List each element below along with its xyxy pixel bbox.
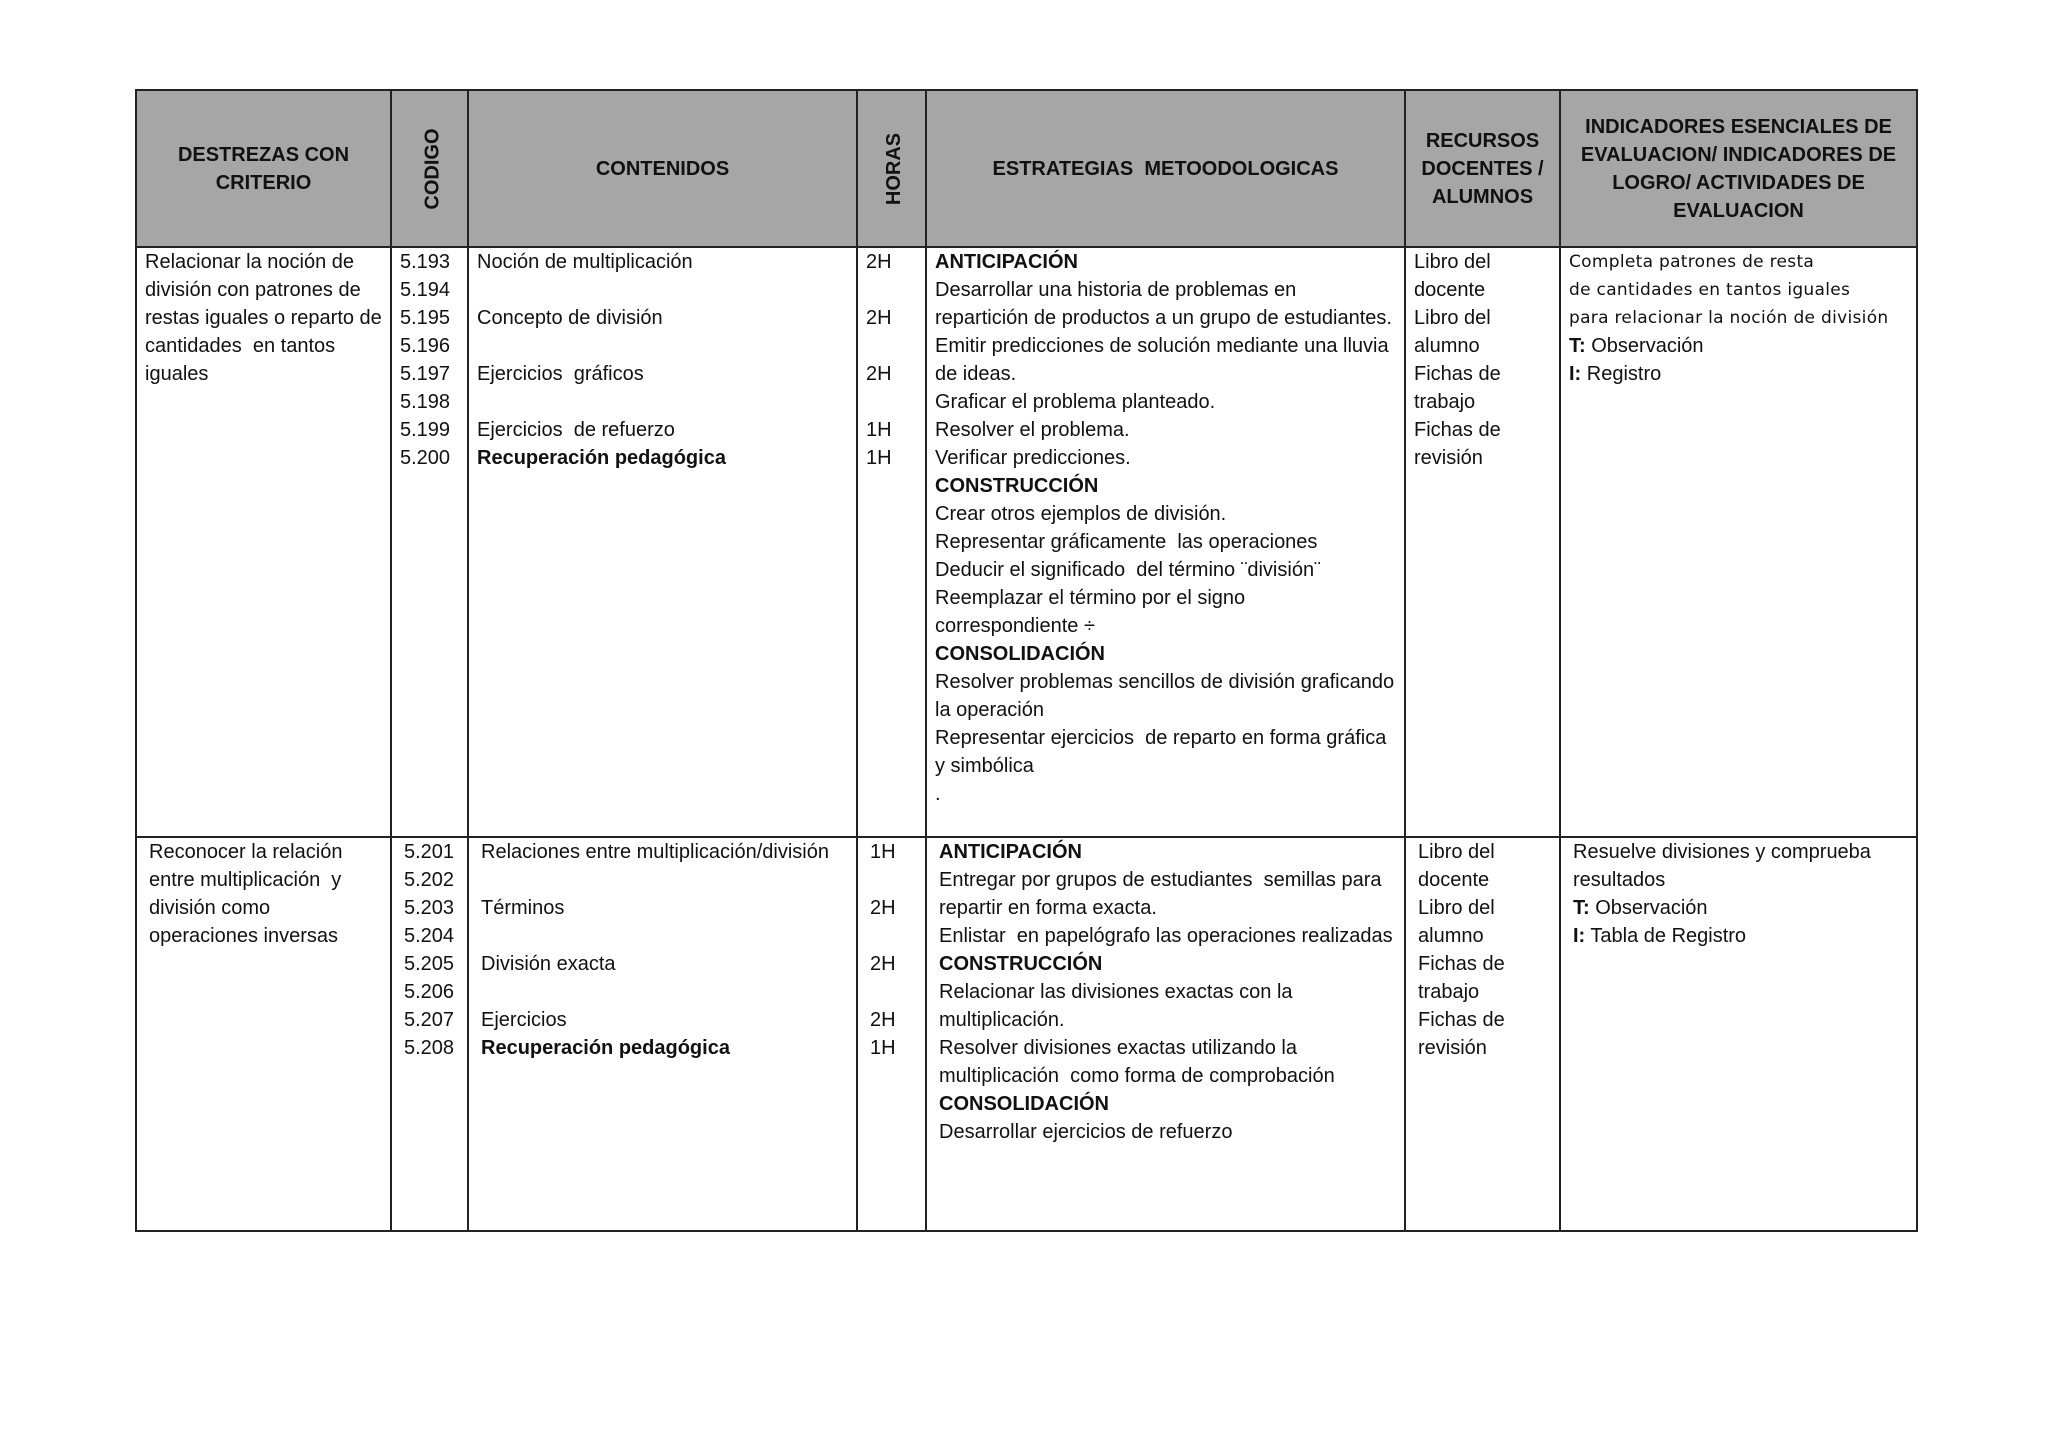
cell-line: multiplicación como forma de comprobación [939,1065,1335,1087]
cell-line: de cantidades en tantos iguales [1569,280,1851,300]
cell-line: operaciones inversas [149,925,338,947]
cell-line: Libro del [1414,307,1491,329]
indicadores-cell: Resuelve divisiones y comprueba resultados T: Observación I: Tabla de Registro [1560,837,1917,1231]
cell-line: Desarrollar ejercicios de refuerzo [939,1121,1233,1143]
cell-line: trabajo [1418,981,1480,1003]
cell-line: Libro del [1418,897,1495,919]
cell-line: para relacionar la noción de división [1569,308,1889,328]
recursos-cell [1405,837,1560,1231]
cell-line: y simbólica [935,755,1034,777]
cell-line: Concepto de división [477,307,663,329]
cell-line: Resolver divisiones exactas utilizando la [939,1037,1297,1059]
cell-line: 2H [866,251,892,273]
cell-line: Relacionar la noción de [145,251,355,273]
cell-line: Reemplazar el término por el signo [935,587,1246,609]
cell-line: Recuperación pedagógica [477,447,726,469]
planning-table [135,89,1918,1232]
indicadores-cell: Completa patrones de resta de cantidades en tantos iguales para relacionar la noción de división T: Observación I: Registro [1560,247,1917,837]
header-recursos: RECURSOS DOCENTES / ALUMNOS [1405,90,1560,247]
cell-line: 1H [870,841,896,863]
cell-line: Resolver el problema. [935,419,1130,441]
cell-line: 2H [870,897,896,919]
cell-line [481,978,850,1006]
cell-line: 5.206 [404,981,455,1003]
contenidos-cell [468,837,857,1231]
cell-line [481,866,850,894]
header-horas: HORAS [857,90,926,247]
cell-line: 5.193 [400,251,451,273]
header-row [136,90,1917,247]
cell-line: restas iguales o reparto de [145,307,382,329]
cell-line: de ideas. [935,363,1017,385]
cell-line: 5.208 [404,1037,455,1059]
cell-line: Términos [481,897,565,919]
cell-line: 2H [870,1009,896,1031]
cell-line: 2H [870,953,896,975]
cell-line [866,332,919,360]
cell-line: Emitir predicciones de solución mediante una lluvia [935,335,1389,357]
cell-line: entre multiplicación y [149,869,342,891]
cell-line: repartir en forma exacta. [939,897,1157,919]
cell-line: Representar gráficamente las operaciones [935,531,1318,553]
cell-line [477,388,850,416]
cell-line: 5.195 [400,307,451,329]
cell-line: CONSOLIDACIÓN [935,643,1105,665]
header-destrezas: DESTREZAS CON CRITERIO [136,90,391,247]
cell-line: multiplicación. [939,1009,1065,1031]
cell-line: la operación [935,699,1044,721]
cell-line: trabajo [1414,391,1476,413]
cell-line: alumno [1418,925,1484,947]
cell-line: 5.197 [400,363,451,385]
cell-line: Ejercicios de refuerzo [477,419,675,441]
cell-line: Entregar por grupos de estudiantes semillas para [939,869,1382,891]
cell-line: Fichas de [1414,419,1501,441]
horas-cell [857,837,926,1231]
cell-line: Completa patrones de resta [1569,252,1815,272]
codigo-cell [391,247,468,837]
cell-line: Fichas de [1414,363,1501,385]
cell-line [866,388,919,416]
cell-line: 5.201 [404,841,455,863]
destreza-cell [136,247,391,837]
cell-line: revisión [1418,1037,1487,1059]
cell-line: 1H [866,447,892,469]
cell-line: 5.194 [400,279,451,301]
cell-line: CONSTRUCCIÓN [939,953,1103,975]
estrategias-cell [926,837,1405,1231]
cell-line: resultados [1573,869,1666,891]
cell-line: CONSTRUCCIÓN [935,475,1099,497]
table-row [136,837,1917,1231]
cell-line: ANTICIPACIÓN [935,251,1078,273]
cell-line: Desarrollar una historia de problemas en [935,279,1297,301]
cell-line: Deducir el significado del término ¨división¨ [935,559,1321,581]
cell-line: Graficar el problema planteado. [935,391,1216,413]
cell-line: Noción de multiplicación [477,251,693,273]
cell-line: Ejercicios gráficos [477,363,644,385]
cell-line: Libro del [1418,841,1495,863]
codigo-cell [391,837,468,1231]
cell-line [477,332,850,360]
cell-line: revisión [1414,447,1483,469]
cell-line: cantidades en tantos [145,335,336,357]
cell-line: división con patrones de [145,279,361,301]
cell-line: 5.205 [404,953,455,975]
cell-line [870,866,919,894]
cell-line: 2H [866,363,892,385]
cell-line: docente [1418,869,1490,891]
destreza-cell [136,837,391,1231]
cell-line: 1H [866,419,892,441]
cell-line [477,276,850,304]
cell-line: División exacta [481,953,616,975]
cell-line: ANTICIPACIÓN [939,841,1082,863]
contenidos-cell [468,247,857,837]
cell-line: alumno [1414,335,1480,357]
cell-line: CONSOLIDACIÓN [939,1093,1109,1115]
cell-line: 5.196 [400,335,451,357]
cell-line: 5.199 [400,419,451,441]
cell-line: Crear otros ejemplos de división. [935,503,1227,525]
cell-line: Representar ejercicios de reparto en forma gráfica [935,727,1387,749]
cell-line: Relacionar las divisiones exactas con la [939,981,1293,1003]
header-estrategias: ESTRATEGIAS METOODOLOGICAS [926,90,1405,247]
cell-line [870,922,919,950]
cell-line: docente [1414,279,1486,301]
cell-line: 5.204 [404,925,455,947]
cell-line: 5.198 [400,391,451,413]
cell-line: Enlistar en papelógrafo las operaciones realizadas [939,925,1393,947]
header-indicadores: INDICADORES ESENCIALES DE EVALUACION/ INDICADORES DE LOGRO/ ACTIVIDADES DE EVALUACION [1560,90,1917,247]
horas-cell [857,247,926,837]
cell-line: 5.207 [404,1009,455,1031]
cell-line [866,276,919,304]
cell-line: Recuperación pedagógica [481,1037,730,1059]
cell-line: 5.200 [400,447,451,469]
cell-line: división como [149,897,271,919]
cell-line: Fichas de [1418,1009,1505,1031]
cell-line: correspondiente ÷ [935,615,1095,637]
cell-line [870,978,919,1006]
cell-line: Resuelve divisiones y comprueba [1573,841,1871,863]
cell-line: Reconocer la relación [149,841,343,863]
cell-line: 5.202 [404,869,455,891]
recursos-cell [1405,247,1560,837]
cell-line: Libro del [1414,251,1491,273]
cell-line: 2H [866,307,892,329]
header-contenidos: CONTENIDOS [468,90,857,247]
cell-line: Relaciones entre multiplicación/división [481,841,829,863]
cell-line: Resolver problemas sencillos de división graficando [935,671,1395,693]
cell-line [481,922,850,950]
cell-line: Verificar predicciones. [935,447,1131,469]
cell-line: repartición de productos a un grupo de estudiantes. [935,307,1392,329]
cell-line: iguales [145,363,209,385]
estrategias-cell [926,247,1405,837]
table-row [136,247,1917,837]
cell-line: Ejercicios [481,1009,567,1031]
cell-line: Fichas de [1418,953,1505,975]
cell-line: 1H [870,1037,896,1059]
cell-line: 5.203 [404,897,455,919]
cell-line: . [935,783,941,805]
header-codigo: CODIGO [391,90,468,247]
